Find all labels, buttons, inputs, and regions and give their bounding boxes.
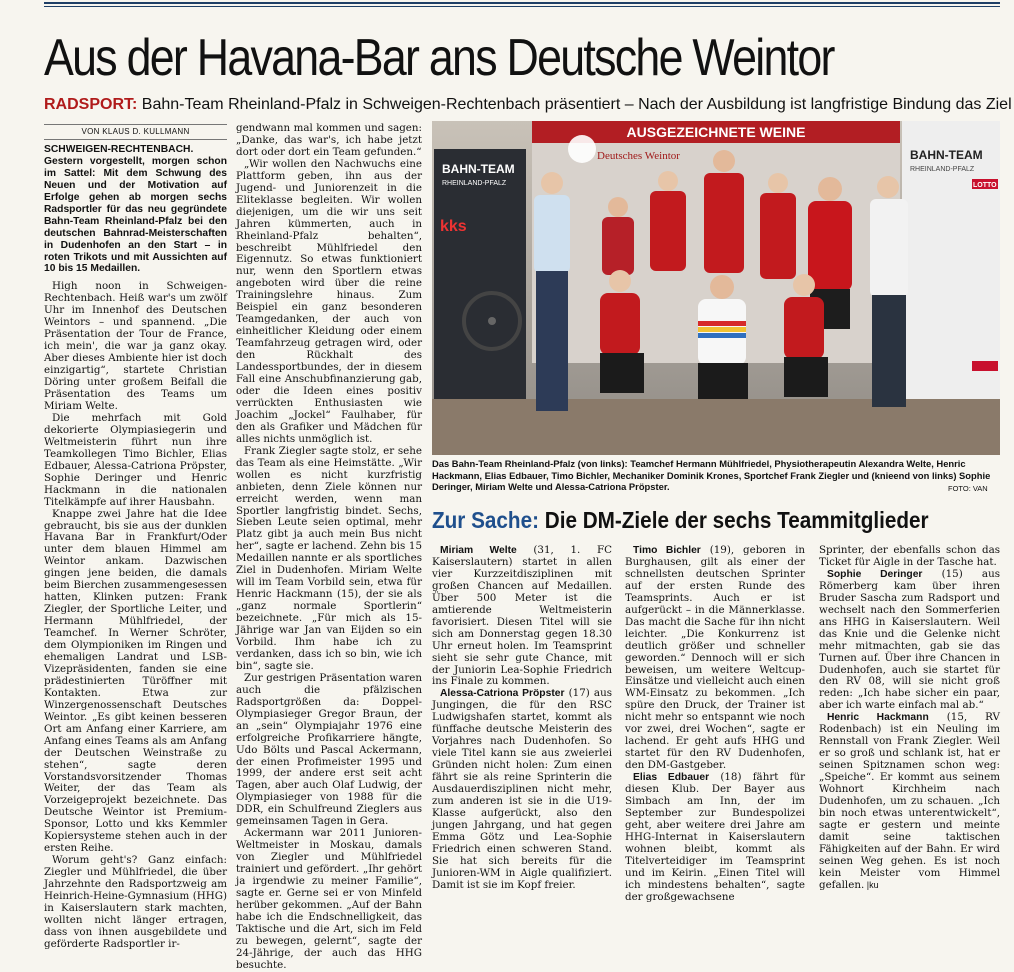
profile-paragraph	[819, 569, 1000, 712]
profile-text: (18) fährt für diesen Klub. Der Bayer aus Simbach am Inn, der im September zur Bundespolizei geht, aber weitere drei Jahre am HHG-Internat in Kaiserslautern wohnen bleibt, kommt als Titelverteidiger im Teamsprint und im Keirin. „Einen Titel will ich mindestens behalten“, sagte der großgewachsene	[625, 771, 805, 903]
profile-paragraph	[625, 772, 805, 903]
athlete-name: Sophie Deringer	[827, 568, 923, 580]
article-column-2	[236, 123, 422, 972]
article-paragraph: High noon in Schweigen-Rechtenbach. Heiß war's um zwölf Uhr im Innenhof des Deutschen Weintors – und spannend. „Die Präsentation der Tour de France, ich mein', die war ja ganz okay. Aber dieses Ambiente hier ist doch einzigartig“, startete Christian Döring unter großem Beifall die Präsentation des Teams um Miriam Welte.	[44, 280, 227, 412]
team-photo-illustration	[432, 121, 1000, 455]
article-paragraph: „Wir wollen den Nachwuchs eine Plattform geben, ihn aus der Jugend- und Juniorenzeit in die Eliteklasse begleiten. Wir wollen diejenigen, um die wir uns seit Jahren kümmerten, auch in Rheinland-Pfalz behalten“, beschreibt Mühlfriedel den Eigennutz. So etwas funktioniert nur, wenn den Sportlern etwas angeboten wird über die reine Trainingslehre hinaus. Zum Beispiel ein ganz besonderen Teamgedanken, der auch von einheitlicher Kleidung oder einem Teamfahrzeug getragen wird, oder den Rückhalt des Landessportbundes, der in diesem Fall eine Anschubfinanzierung gab, oder die Ideen eines positiv verrückten Enthusiasten wie Joachim „Jockel“ Faulhaber, für den als Grafiker und Mädchen für alles nichts unmöglich ist.	[236, 157, 422, 445]
article-paragraph: Frank Ziegler sagte stolz, er sehe das Team als eine Heimstätte. „Wir wollen es nicht kurzfristig anbieten, denn Ziele können nur erreicht werden, wenn man Sportler langfristig bindet. Sechs, Sieben Leute seien optimal, mehr Platz gibt ja auch mein Bus nicht her“, sagte er lachend. Zehn bis 15 Medaillen nannte er als sportliches Ziel in Dudenhofen. Miriam Welte will im Team Vorbild sein, etwa für Henric Hackmann (15), der sie als „ganz normale Sportlerin“ bezeichnete. „Für mich als 15-Jährige war Jan van Eijden so ein Vorbild. Ihm habe ich zu verdanken, dass ich so bin, wie ich bin“, sagte sie.	[236, 444, 422, 672]
subheadline-text: Bahn-Team Rheinland-Pfalz in Schweigen-Rechtenbach präsentiert – Nach der Ausbildung ist langfristige Bindung das Ziel	[141, 96, 1012, 113]
athlete-name: Timo Bichler	[633, 545, 701, 556]
profile-text: (17) aus Jungingen, die für den RSC Ludwigshafen startet, kommt als fünffache deutsche Meisterin des Vorjahres nach Dudenhofen. So viele Titel kann sie aus zweierlei Gründen nicht holen: Zum einen fährt sie als reine Sprinterin die Ausdauerdisziplinen nicht mehr, zum anderen ist sie in die U19-Klasse aufgerückt, also den jungen Jahrgang, und hat gegen Emma Götz und Lea-Sophie Friedrich einen schweren Stand. Sie hat sich bereits für die Junioren-WM in Aigle qualifiziert. Damit ist sie im Kopf freier.	[432, 687, 612, 891]
profile-paragraph	[432, 545, 612, 688]
profile-text: (19), geboren in Burghausen, gilt als einer der schnellsten deutschen Sprinter auf der ersten Runde des Teamsprints. Auch er ist aufgerückt – in die Männerklasse. Das macht die Sache für ihn nicht leichter. „Die Konkurrenz ist deutlich größer und schneller geworden.“ Dennoch will er sich beweisen, um weitere Weltcup-Einsätze und vielleicht auch einen WM-Einsatz zu bekommen. „Ich spüre den Druck, der Trainer ist nicht mehr so entspannt wie noch vor zwei, drei Wochen“, sagte er lachend. Er geht aufs HHG und startet für den RV Dudenhofen, den DM-Gastgeber.	[625, 544, 805, 772]
zur-sache-heading	[432, 506, 929, 534]
profile-paragraph	[819, 712, 1000, 891]
zur-sache-label: Zur Sache:	[432, 507, 539, 533]
byline: VON KLAUS D. KULLMANN	[44, 124, 227, 140]
profile-paragraph	[625, 545, 805, 772]
lead-paragraph: SCHWEIGEN-RECHTENBACH. Gestern vorgestellt, morgen schon im Sattel: Mit dem Schwung des Neuen und der Motivation auf Erfolge gehen ab morgen sechs Radsportler für das neu gegründete Bahn-Team Rheinland-Pfalz bei den deutschen Bahnrad-Meisterschaften in Dudenhofen an den Start – in roten Trikots und mit Aussichten auf 10 bis 15 Medaillen.	[44, 143, 227, 275]
svg-text:RHEINLAND-PFALZ: RHEINLAND-PFALZ	[910, 166, 975, 173]
article-paragraph: Ackermann war 2011 Junioren-Weltmeister in Moskau, damals von Ziegler und Mühlfriedel trainiert und gefördert. „Ihr gehört ja irgendwie zu meiner Familie“, sagte er. Gerne sei er von Minfeld herüber gekommen. „Auf der Bahn habe ich die Endschnelligkeit, das Taktische und die Art, sich im Feld zu bewegen, gelernt“, sagte der 24-Jährige, der auch das HHG besuchte.	[236, 827, 422, 971]
svg-text:AUSGEZEICHNETE WEINE: AUSGEZEICHNETE WEINE	[626, 124, 806, 140]
author-signature: |ku	[864, 879, 879, 890]
athlete-name: Miriam Welte	[440, 545, 517, 556]
athlete-name: Henric Hackmann	[827, 712, 929, 724]
photo-caption: Das Bahn-Team Rheinland-Pfalz (von links): Teamchef Hermann Mühlfriedel, Physiotherapeutin Alexandra Welte, Henric Hackmann, Elias Edbauer, Timo Bichler, Mechaniker Dominik Krones, Sportchef Frank Ziegler und (knieend von links) Sophie Deringer, Miriam Welte und Alessa-Catriona Pröpster.	[432, 458, 991, 492]
sidebar-column-3	[819, 545, 1000, 892]
profile-text: (31, 1. FC Kaiserslautern) startet in allen vier Kurzzeitdisziplinen mit großen Chancen auf Medaillen. Über 500 Meter ist die amtierende Weltmeisterin favorisiert. Diesen Titel will sie sich am Donnerstag gegen 18.30 Uhr erneut holen. Im Teamsprint sieht sie sehr gute Chance, mit der Juniorin Lea-Sophie Friedrich ins Finale zu kommen.	[432, 544, 613, 688]
svg-text:BAHN-TEAM: BAHN-TEAM	[442, 162, 515, 176]
article-paragraph: Worum geht's? Ganz einfach: Ziegler und Mühlfriedel, die über Jahrzehnte den Radsportzweig am Heinrich-Heine-Gymnasium (HHG) in Kaiserslautern stark machten, wollten nicht länger ertragen, dass von ihnen ausgebildete und geförderte Radsportler ir-	[44, 854, 227, 950]
kicker: RADSPORT:	[44, 96, 138, 113]
article-column-1	[44, 124, 227, 951]
article-paragraph: Knappe zwei Jahre hat die Idee gebraucht, bis sie aus der dunklen Havana Bar in Frankfurt/Oder unter dem blauen Himmel am Weintor ankam. Dazwischen gingen jene beiden, die damals beim Bierchen zusammengesessen hatten, Klinken putzen: Frank Ziegler, der Sportliche Leiter, und Hermann Mühlfriedel, der Teamchef. In Werner Schröter, dem Olympioniken im Ringen und ehemaligen Landrat und LSB-Vizepräsidenten, fanden sie eine prädestinierten Türöffner mit Kontakten. Etwa zur Winzergenossenschaft Deutsches Weintor. „Es gibt keinen besseren Ort am Anfang einer Karriere, am Anfang eines Teams als am Anfang der Deutschen Weinstraße zu stehen“, sagte deren Vorstandsvorsitzender Thomas Weiter, der das Team als Vorzeigeprojekt bezeichnete. Das Deutsche Weintor ist Premium-Sponsor, Lotto und kks Kemmler Kopiersysteme stehen auch in der ersten Reihe.	[44, 507, 227, 855]
article-paragraph: Die mehrfach mit Gold dekorierte Olympiasiegerin und Weltmeisterin führt nun ihre Teamkollegen Timo Bichler, Elias Edbauer, Alessa-Catriona Pröpster, Sophie Deringer und Henric Hackmann in die nationalen Titelkämpfe auf ihrer Hausbahn.	[44, 411, 227, 508]
svg-text:RHEINLAND-PFALZ: RHEINLAND-PFALZ	[442, 180, 507, 187]
top-rule-thin	[44, 6, 1000, 7]
svg-text:kks: kks	[440, 218, 467, 235]
subheadline	[44, 95, 1012, 115]
athlete-name: Alessa-Catriona Pröpster	[440, 688, 565, 700]
sidebar-column-1	[432, 545, 612, 892]
article-paragraph: gendwann mal kommen und sagen: „Danke, das war's, ich habe jetzt dort oder dort ein Team gefunden.“	[236, 122, 422, 158]
sidebar-column-2	[625, 545, 805, 904]
profile-text: Sprinter, der ebenfalls schon das Ticket für Aigle in der Tasche hat.	[819, 544, 1000, 568]
athlete-name: Elias Edbauer	[633, 772, 710, 784]
team-photo	[432, 121, 1000, 455]
photo-credit: FOTO: VAN	[948, 484, 988, 493]
article-paragraph: Zur gestrigen Präsentation waren auch die pfälzischen Radsportgrößen da: Doppel-Olympiasieger Gregor Braun, der an „sein“ Olympiajahr 1976 eine erfolgreiche Profikarriere hängte, Udo Bölts und Pascal Ackermann, der einen Profimeister 1995 und 1999, der andere erst seit acht Tagen, aber auch Olaf Ludwig, der Olympiasieger von 1988 für die DDR, ein Schulfreund Zieglers aus gemeinsamen Tagen in Gera.	[236, 671, 422, 828]
svg-text:BAHN-TEAM: BAHN-TEAM	[910, 148, 983, 162]
svg-text:Deutsches Weintor: Deutsches Weintor	[597, 150, 680, 162]
profile-text: (15) aus Römerberg kam über ihren Bruder Sascha zum Radsport und wechselt nach den Sommerferien ans HHG in Kaiserslautern. Weil das Knie und die Gelenke nicht mehr mitmachten, gab sie das Turnen auf. Über ihre Chancen in Dudenhofen, auch sie startet für den RV 08, will sie nicht groß reden: „Ich habe sicher ein paar, aber ich warte einfach mal ab.“	[819, 567, 1000, 712]
headline: Aus der Havana-Bar ans Deutsche Weintor	[44, 29, 834, 87]
profile-paragraph	[819, 545, 1000, 569]
svg-text:LOTTO: LOTTO	[973, 182, 997, 189]
profile-text: (15, RV Rodenbach) ist ein Neuling im Rennstall von Frank Ziegler. Weil er so groß und schlank ist, hat er seinen Spitznamen schon weg: „Speiche“. Er kommt aus seinem Wohnort Kirchheim nach Dudenhofen, um zu schauen. „Ich bin noch etwas unterentwickelt“, sagte er gestern und meinte damit seine taktischen Fähigkeiten auf der Bahn. Er wird seinen Weg gehen. Es ist noch kein Meister vom Himmel gefallen.	[819, 711, 1000, 891]
profile-paragraph	[432, 688, 612, 891]
top-rule	[44, 2, 1000, 4]
zur-sache-title: Die DM-Ziele der sechs Teammitglieder	[544, 507, 929, 533]
